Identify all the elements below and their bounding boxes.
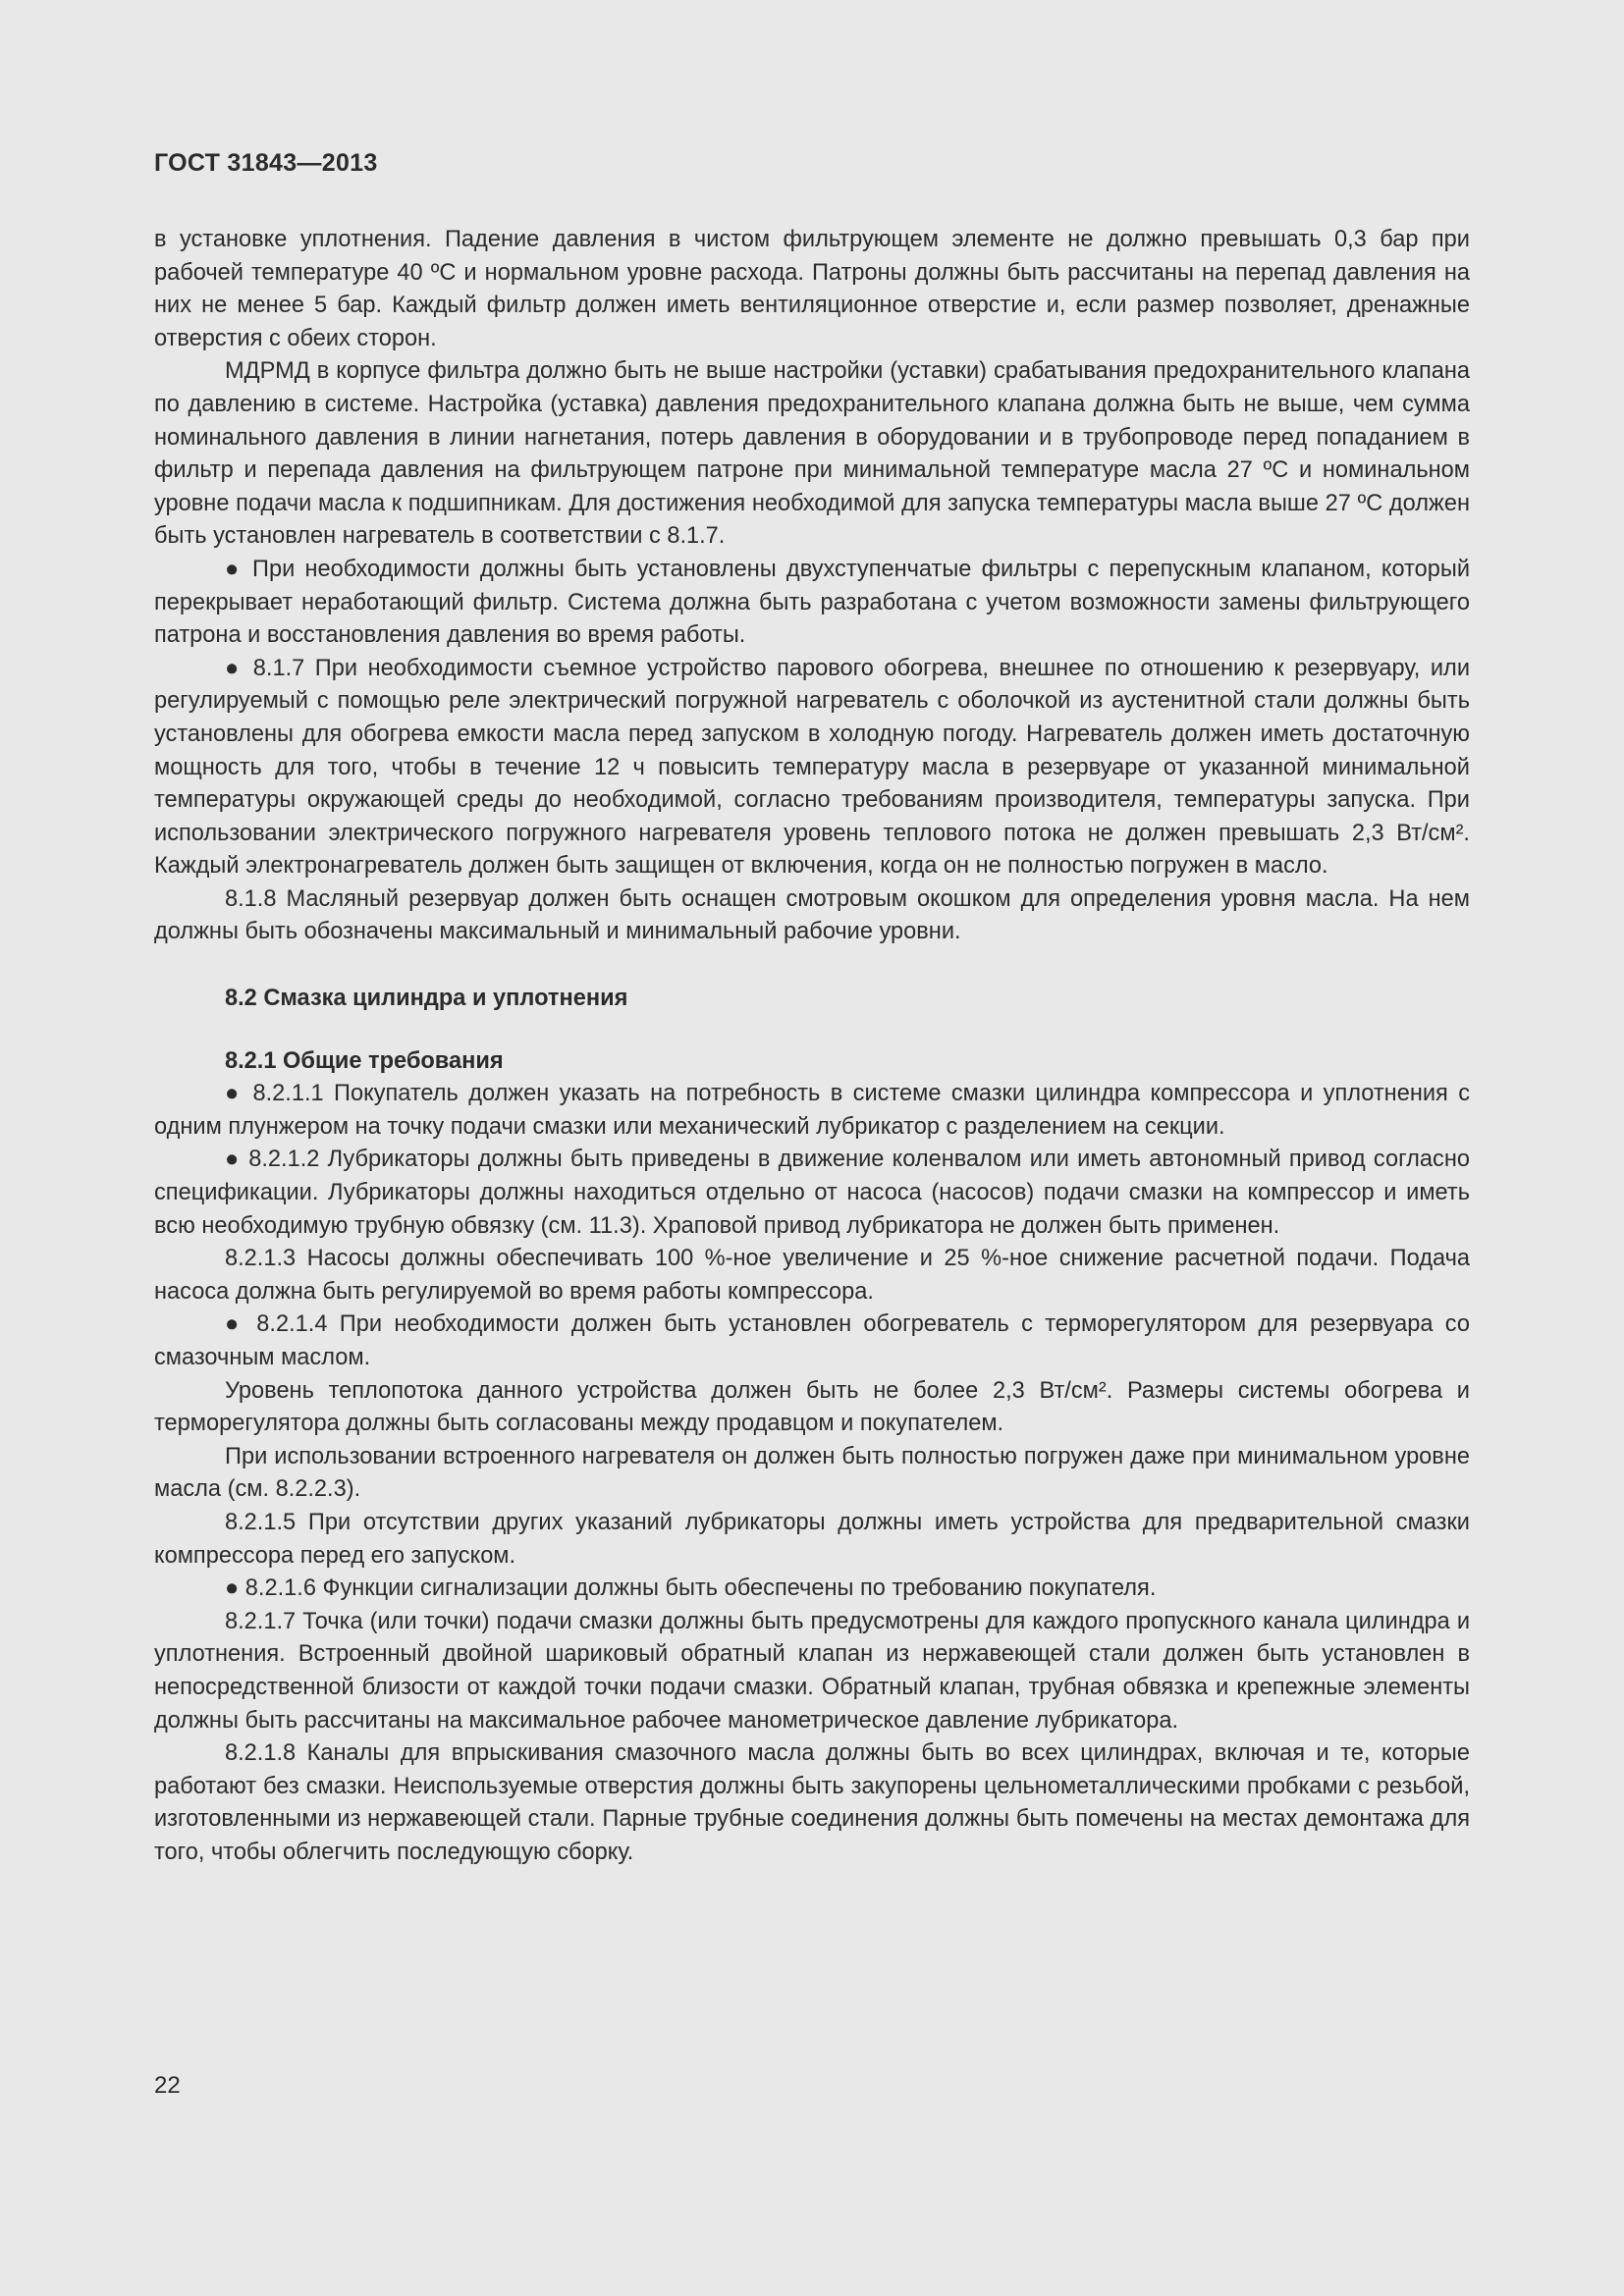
paragraph-8-2-1-7: 8.2.1.7 Точка (или точки) подачи смазки должны быть предусмотрены для каждого пропускного канала цилиндра и уплотнения. Встроенный двойной шариковый обратный клапан из нержавеющей стали должен быть установлен в непосредственной близости от каждой точки подачи смазки. Обратный клапан, трубная обвязка и крепежные элементы должны быть рассчитаны на максимальное рабочее манометрическое давление лубрикатора. bbox=[154, 1608, 1470, 1734]
paragraph-mdrmd: МДРМД в корпусе фильтра должно быть не выше настройки (уставки) срабатывания предохранительного клапана по давлению в системе. Настройка (уставка) давления предохранительного клапана должна быть не выше, чем сумма номинального давления в линии нагнетания, потерь давления в оборудовании и в трубопроводе перед попаданием в фильтр и перепада давления на фильтрующем патроне при минимальной температуре масла 27 ºС и номинальном уровне подачи масла к подшипникам. Для достижения необходимой для запуска температуры масла выше 27 ºС должен быть установлен нагреватель в соответствии с 8.1.7. bbox=[154, 358, 1470, 550]
subsection-heading-8-2-1: 8.2.1 Общие требования bbox=[225, 1047, 504, 1074]
paragraph-8-2-1-2: ● 8.2.1.2 Лубрикаторы должны быть приведены в движение коленвалом или иметь автономный привод согласно спецификации. Лубрикаторы должны находиться отдельно от насоса (насосов) подачи смазки на компрессор и иметь всю необходимую трубную обвязку (см. 11.3). Храповой привод лубрикатора не должен быть применен. bbox=[154, 1147, 1470, 1239]
document-body bbox=[154, 224, 1470, 1870]
document-header-code: ГОСТ 31843—2013 bbox=[154, 149, 378, 177]
paragraph-8-2-1-3: 8.2.1.3 Насосы должны обеспечивать 100 %-ное увеличение и 25 %-ное снижение расчетной подачи. Подача насоса должна быть регулируемой во время работы компрессора. bbox=[154, 1246, 1470, 1305]
paragraph-8-1-7: ● 8.1.7 При необходимости съемное устройство парового обогрева, внешнее по отношению к резервуару, или регулируемый с помощью реле электрический погружной нагреватель с оболочкой из аустенитной стали должны быть установлены для обогрева емкости масла перед запуском в холодную погоду. Нагреватель должен иметь достаточную мощность для того, чтобы в течение 12 ч повысить температуру масла в резервуаре от указанной минимальной температуры окружающей среды до необходимой, согласно требованиям производителя, температуры запуска. При использовании электрического погружного нагревателя уровень теплового потока не должен превышать 2,3 Вт/см². Каждый электронагреватель должен быть защищен от включения, когда он не полностью погружен в масло. bbox=[154, 655, 1470, 880]
paragraph-built-in-heater: При использовании встроенного нагревателя он должен быть полностью погружен даже при минимальном уровне масла (см. 8.2.2.3). bbox=[154, 1443, 1470, 1503]
paragraph-8-2-1-6: ● 8.2.1.6 Функции сигнализации должны быть обеспечены по требованию покупателя. bbox=[225, 1575, 1157, 1602]
paragraph-two-stage-filters: ● При необходимости должны быть установлены двухступенчатые фильтры с перепускным клапаном, который перекрывает неработающий фильтр. Система должна быть разработана с учетом возможности замены фильтрующего патрона и восстановления давления во время работы. bbox=[154, 556, 1470, 649]
paragraph-filter-continuation: в установке уплотнения. Падение давления в чистом фильтрующем элементе не должно превышать 0,3 бар при рабочей температуре 40 ºС и нормальном уровне расхода. Патроны должны быть рассчитаны на перепад давления на них не менее 5 бар. Каждый фильтр должен иметь вентиляционное отверстие и, если размер позволяет, дренажные отверстия с обеих сторон. bbox=[154, 227, 1470, 351]
paragraph-8-2-1-8: 8.2.1.8 Каналы для впрыскивания смазочного масла должны быть во всех цилиндрах, включая и те, которые работают без смазки. Неиспользуемые отверстия должны быть закупорены цельнометаллическими пробками с резьбой, изготовленными из нержавеющей стали. Парные трубные соединения должны быть помечены на местах демонтажа для того, чтобы облегчить последующую сборку. bbox=[154, 1740, 1470, 1865]
paragraph-heat-flux: Уровень теплопотока данного устройства должен быть не более 2,3 Вт/см². Размеры системы обогрева и терморегулятора должны быть согласованы между продавцом и покупателем. bbox=[154, 1377, 1470, 1437]
section-heading-8-2: 8.2 Смазка цилиндра и уплотнения bbox=[225, 986, 628, 1012]
page-number: 22 bbox=[154, 2072, 181, 2099]
paragraph-8-2-1-4: ● 8.2.1.4 При необходимости должен быть установлен обогреватель с терморегулятором для резервуара со смазочным маслом. bbox=[154, 1311, 1470, 1370]
paragraph-8-1-8: 8.1.8 Масляный резервуар должен быть оснащен смотровым окошком для определения уровня масла. На нем должны быть обозначены максимальный и минимальный рабочие уровни. bbox=[154, 885, 1470, 945]
paragraph-8-2-1-1: ● 8.2.1.1 Покупатель должен указать на потребность в системе смазки цилиндра компрессора и уплотнения с одним плунжером на точку подачи смазки или механический лубрикатор с разделением на секции. bbox=[154, 1081, 1470, 1140]
paragraph-8-2-1-5: 8.2.1.5 При отсутствии других указаний лубрикаторы должны иметь устройства для предварительной смазки компрессора перед его запуском. bbox=[154, 1509, 1470, 1569]
